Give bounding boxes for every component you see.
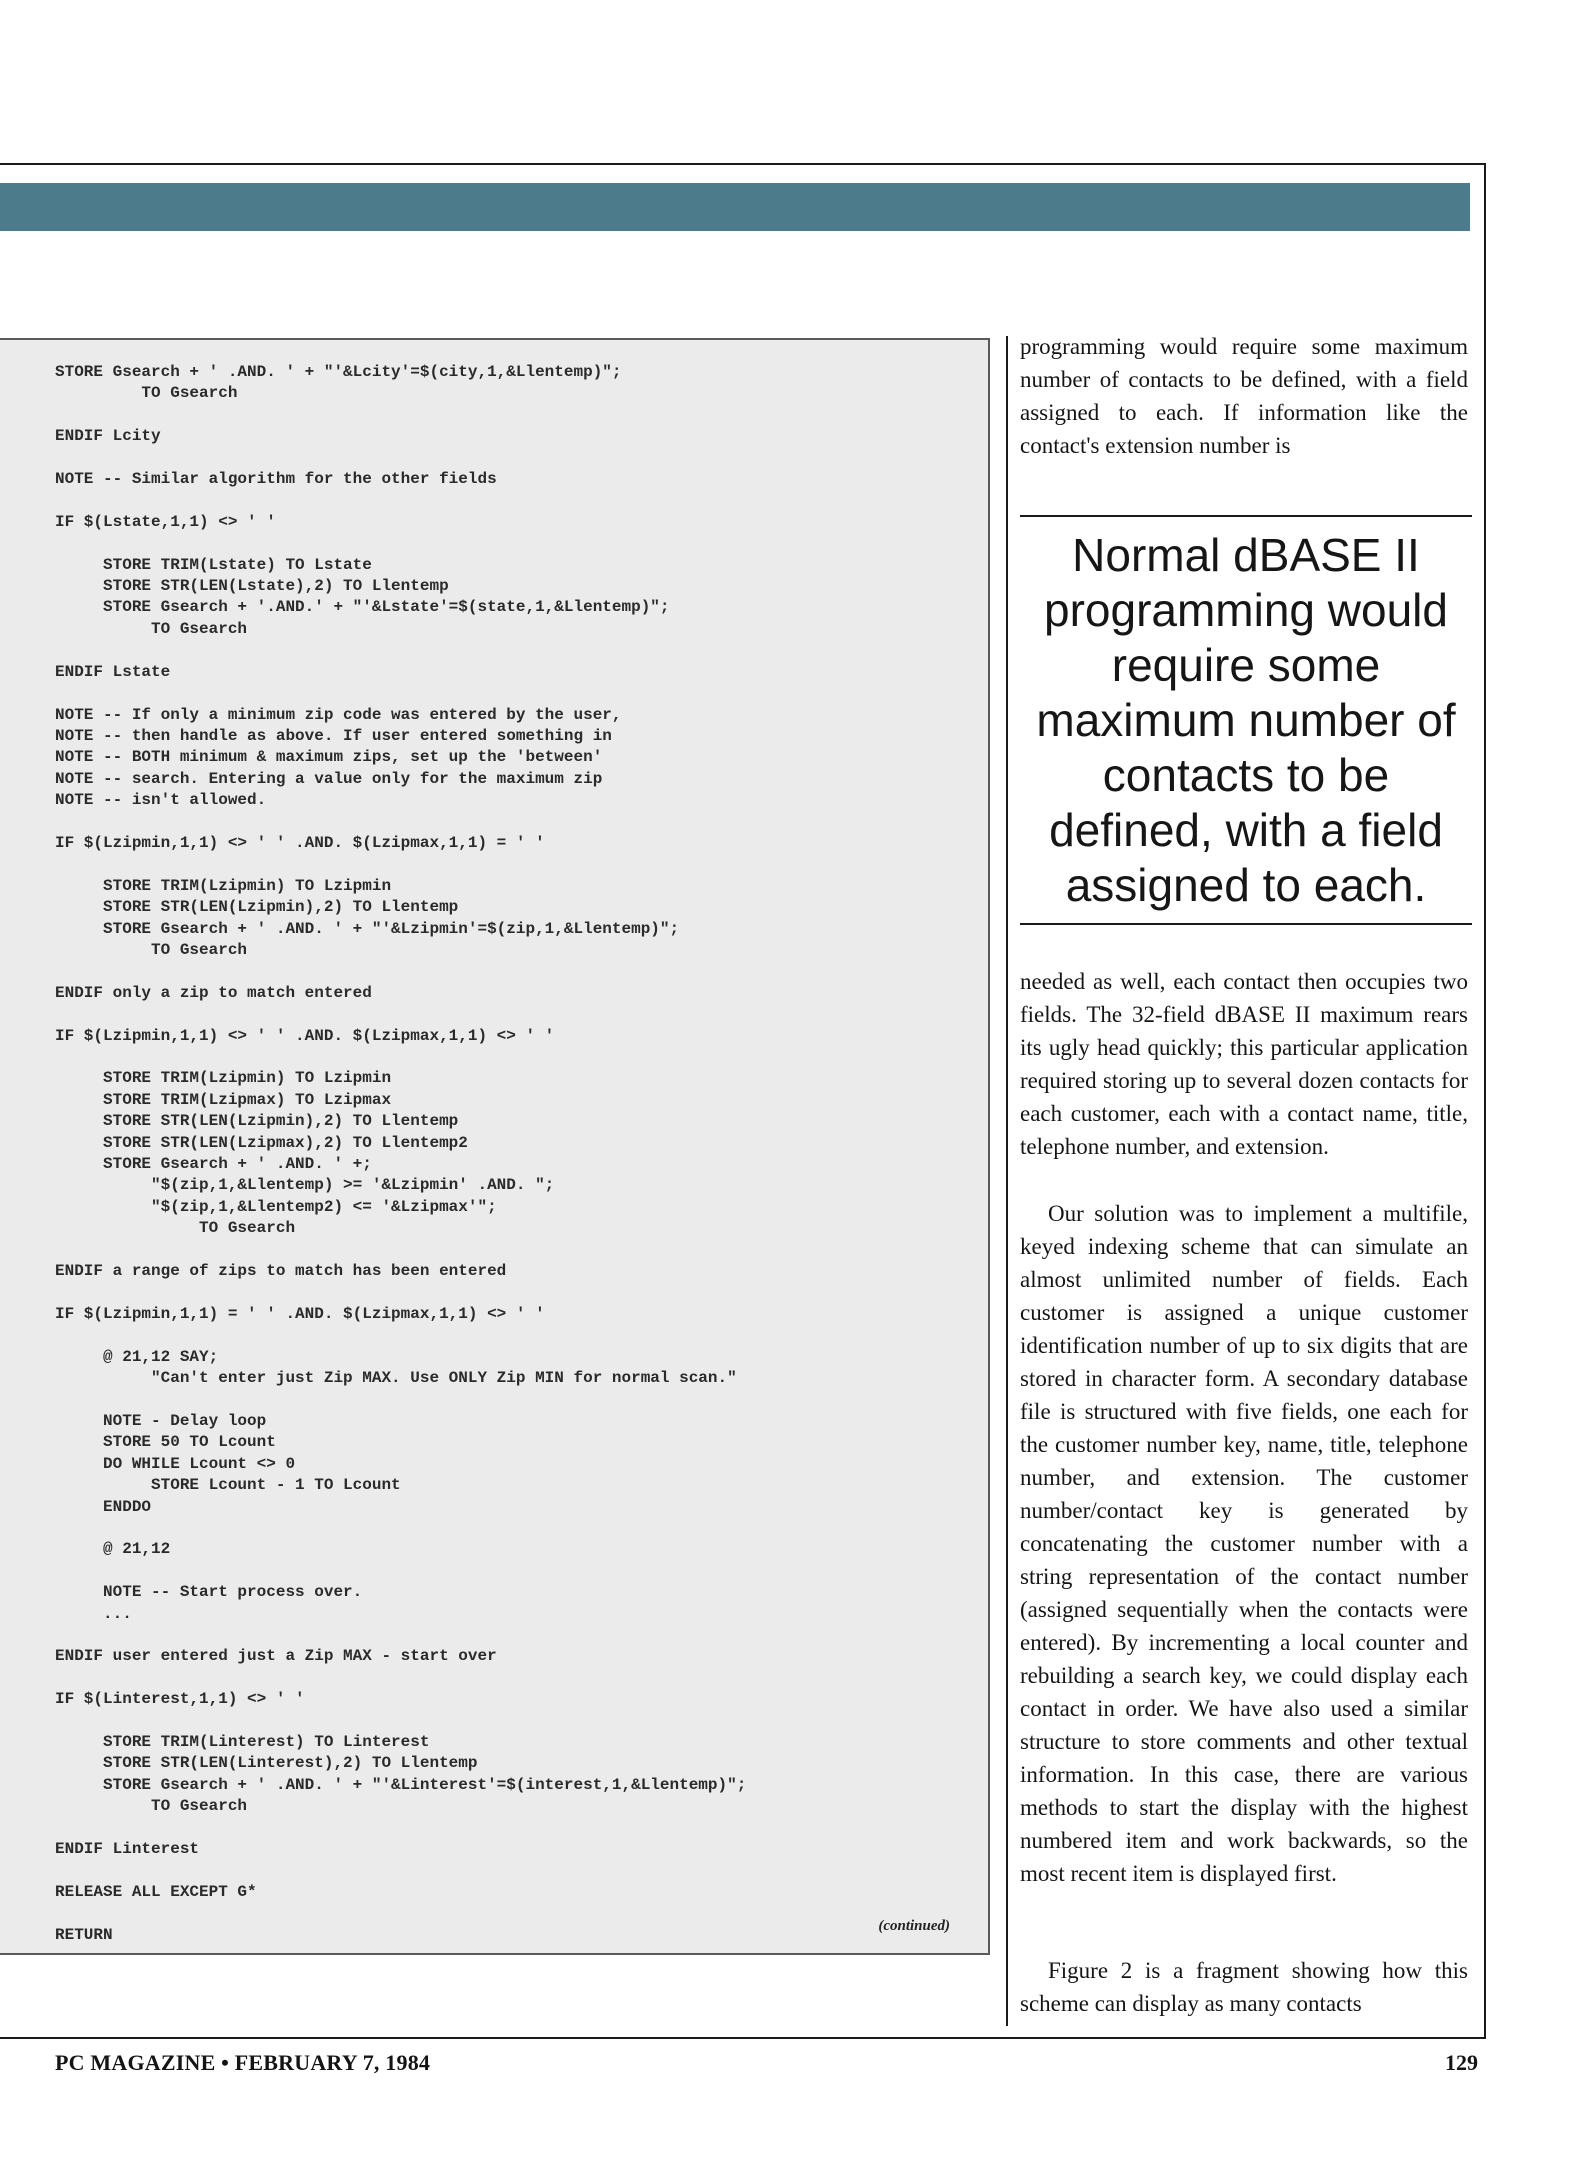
continued-label: (continued) <box>878 1918 950 1934</box>
footer-magazine-date: PC MAGAZINE • FEBRUARY 7, 1984 <box>55 2050 431 2075</box>
article-paragraph: needed as well, each contact then occupies two fields. The 32-field dBASE II maximum rears its ugly head quickly; this particular application required storing up to several dozen contacts for each customer, each with a contact name, title, telephone number, and extension. <box>1020 969 1468 1159</box>
article-paragraph: Our solution was to implement a multifile, keyed indexing scheme that can simulate an almost unlimited number of fields. Each customer is assigned a unique customer identification number of up to six digits that are stored in character form. A secondary database file is structured with five fields, one each for the customer number key, name, title, telephone number, and extension. The customer number/contact key is generated by concatenating the customer number with a string representation of the contact number (assigned sequentially when the contacts were entered). By incrementing a local counter and rebuilding a search key, we could display each contact in order. We have also used a similar structure to store comments and other textual information. In this case, there are various methods to start the display with the highest numbered item and work backwards, so the most recent item is displayed first. <box>1020 1201 1468 1886</box>
pull-quote-text: Normal dBASE II programming would require some maximum number of contacts to be defined, with a field assigned to each. <box>1036 528 1456 911</box>
pull-quote <box>1020 515 1472 925</box>
code-listing: STORE Gsearch + ' .AND. ' + "'&Lcity'=$(city,1,&Llentemp)"; TO Gsearch ENDIF Lcity NOTE -- Similar algorithm for the other fields IF $(Lstate,1,1) <> ' ' STORE TRIM(Lstate) TO Lstate STORE STR(LEN(Lstate),2) TO Llentemp STORE Gsearch + '.AND.' + "'&Lstate'=$(state,1,&Llentemp)"; TO Gsearch ENDIF Lstate NOTE -- If only a minimum zip code was entered by the user, NOTE -- then handle as above. If user entered something in NOTE -- BOTH minimum & maximum zips, set up the 'between' NOTE -- search. Entering a value only for the maximum zip NOTE -- isn't allowed. IF $(Lzipmin,1,1) <> ' ' .AND. $(Lzipmax,1,1) = ' ' STORE TRIM(Lzipmin) TO Lzipmin STORE STR(LEN(Lzipmin),2) TO Llentemp STORE Gsearch + ' .AND. ' + "'&Lzipmin'=$(zip,1,&Llentemp)"; TO Gsearch ENDIF only a zip to match entered IF $(Lzipmin,1,1) <> ' ' .AND. $(Lzipmax,1,1) <> ' ' STORE TRIM(Lzipmin) TO Lzipmin STORE TRIM(Lzipmax) TO Lzipmax STORE STR(LEN(Lzipmin),2) TO Llentemp STORE STR(LEN(Lzipmax),2) TO Llentemp2 STORE Gsearch + ' .AND. ' +; "$(zip,1,&Llentemp) >= '&Lzipmin' .AND. "; "$(zip,1,&Llentemp2) <= '&Lzipmax'"; TO Gsearch ENDIF a range of zips to match has been entered IF $(Lzipmin,1,1) = ' ' .AND. $(Lzipmax,1,1) <> ' ' @ 21,12 SAY; "Can't enter just Zip MAX. Use ONLY Zip MIN for normal scan." NOTE - Delay loop STORE 50 TO Lcount DO WHILE Lcount <> 0 STORE Lcount - 1 TO Lcount ENDDO @ 21,12 NOTE -- Start process over. ... ENDIF user entered just a Zip MAX - start over IF $(Linterest,1,1) <> ' ' STORE TRIM(Linterest) TO Linterest STORE STR(LEN(Linterest),2) TO Llentemp STORE Gsearch + ' .AND. ' + "'&Linterest'=$(interest,1,&Llentemp)"; TO Gsearch ENDIF Linterest RELEASE ALL EXCEPT G* RETURN <box>55 363 747 1944</box>
column-divider <box>1006 336 1008 2026</box>
page-number: 129 <box>1445 2050 1478 2075</box>
header-color-band <box>0 183 1470 231</box>
code-listing-box <box>0 338 990 1955</box>
article-paragraph: programming would require some maximum number of contacts to be defined, with a field assigned to each. If information like the contact's extension number is <box>1020 334 1468 458</box>
article-paragraph: Figure 2 is a fragment showing how this scheme can display as many contacts <box>1020 1958 1468 2016</box>
